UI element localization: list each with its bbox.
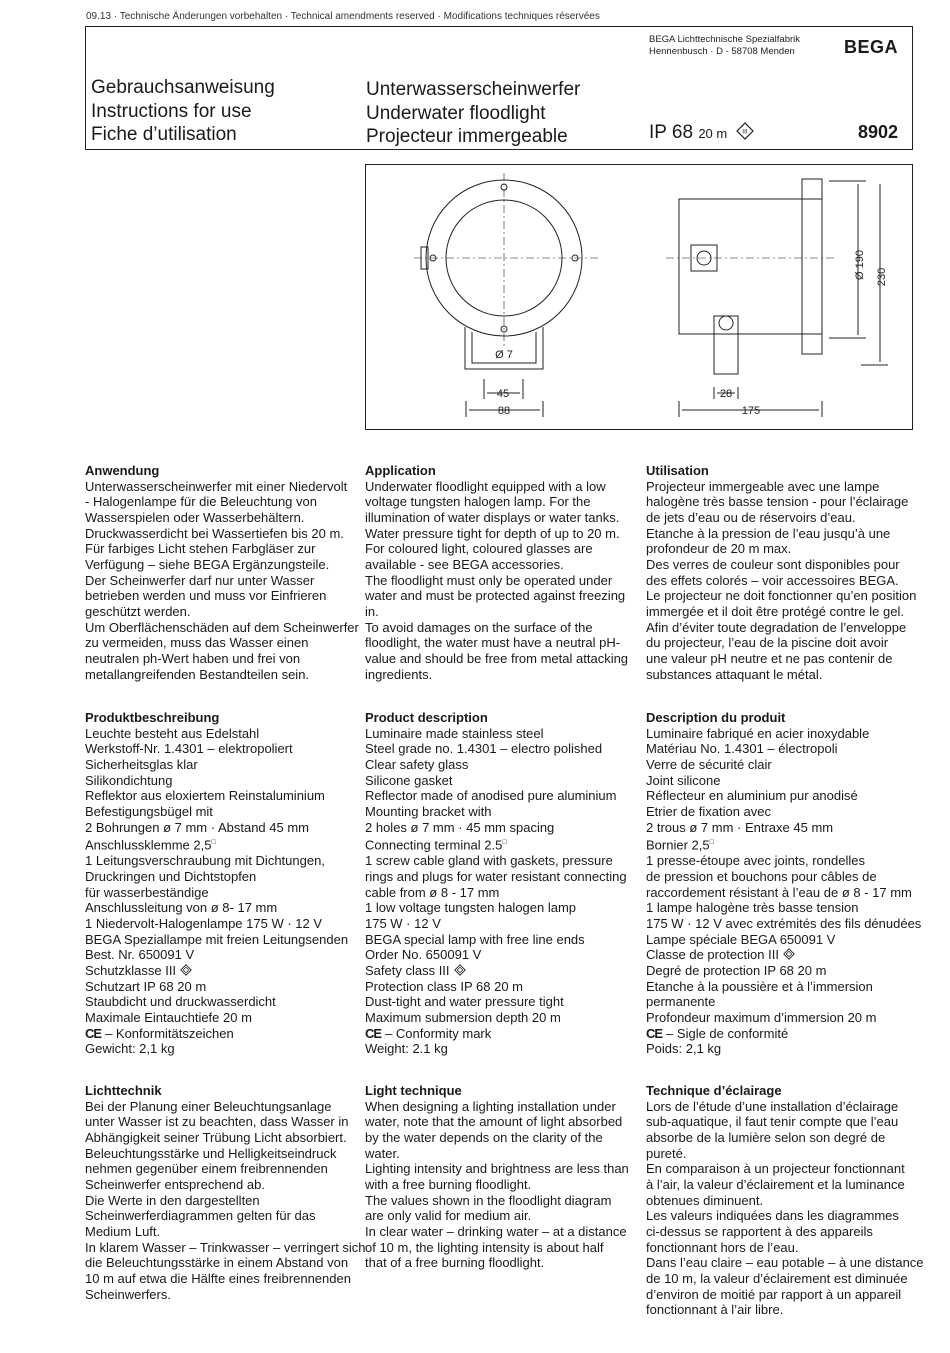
text-line: In clear water – drinking water – at a distance [365,1223,627,1239]
text-line: floodlight, the water must have a neutral pH- [365,635,621,651]
svg-text:III: III [741,128,748,136]
text-line: Réflecteur en aluminium pur anodisé [646,788,858,804]
text-product-en [365,726,645,1057]
heading-description-produit: Description du produit [646,710,786,725]
text-line: 1 presse-étoupe avec joints, rondelles [646,853,865,869]
text-line: Scheinwerfers. [85,1286,171,1302]
text-line: Lors de l’étude d’une installation d’éclairage [646,1098,899,1114]
text-line: Reflektor aus eloxiertem Reinstaluminium [85,788,325,804]
header-box [85,26,913,150]
text-line: Water pressure tight for depth of up to 20 m. [365,525,620,541]
text-line: Beleuchtungsstärke und Helligkeitseindruck [85,1145,337,1161]
text-line: ingredients. [365,666,433,682]
section-produit-fr [646,710,926,1057]
text-light-en [365,1099,645,1271]
text-line: Classe de protection III [646,947,926,963]
text-line: fonctionnant à l’air libre. [646,1302,784,1318]
text-line: 2 Bohrungen ø 7 mm · Abstand 45 mm [85,819,309,835]
text-line: Der Scheinwerfer darf nur unter Wasser [85,572,315,588]
text-line: une valeur pH neutre et ne pas contenir de [646,650,893,666]
mounting-bracket-side [714,316,738,374]
text-line: Underwater floodlight equipped with a low [365,478,606,494]
text-line: Afin d’éviter toute degradation de l’enveloppe [646,619,907,635]
company-address [649,34,800,58]
section-application-en [365,463,645,682]
text-line: Unterwasserscheinwerfer mit einer Niedervolt [85,478,348,494]
section-utilisation-fr [646,463,926,682]
text-line: de 10 m, la valeur d’éclairement est diminuée [646,1270,908,1286]
document-type [91,76,275,147]
text-line: To avoid damages on the surface of the [365,619,593,635]
text-line: Joint silicone [646,772,721,788]
text-line: Weight: 2.1 kg [365,1041,448,1057]
text-line: are only valid for medium air. [365,1208,532,1224]
product-name-fr: Projecteur immergeable [366,126,568,147]
text-line: Anschlussleitung von ø 8- 17 mm [85,900,278,916]
text-line: de pression et bouchons pour câbles de [646,868,877,884]
text-line: halogène très basse tension - pour l’éclairage [646,494,909,510]
text-line: de jets d’eau ou de réservoirs d’eau. [646,510,856,526]
text-line: BEGA Speziallampe mit freien Leitungsenden [85,931,349,947]
dimension-drawing [366,165,914,431]
text-line: 1 Leitungsverschraubung mit Dichtungen, [85,853,325,869]
text-line: profondeur de 20 m max. [646,541,792,557]
safety-class-iii-icon [736,122,754,140]
text-line: raccordement résistant à l’eau de ø 8 - 17 mm [646,884,912,900]
technical-drawing [365,164,913,430]
dim-230-label: 230 [876,267,888,287]
text-line: water. [365,1145,400,1161]
company-location: Hennenbusch · D - 58708 Menden [649,46,795,57]
text-licht-de [85,1099,365,1303]
text-line: with a free burning floodlight. [365,1176,532,1192]
text-eclairage-fr [646,1099,926,1318]
dim-28-label: 28 [719,388,733,400]
text-line: Les valeurs indiquées dans les diagrammes [646,1208,899,1224]
text-line: Des verres de couleur sont disponibles pour [646,556,900,572]
text-line: Maximum submersion depth 20 m [365,1009,561,1025]
text-line: CE – Sigle de conformité [646,1025,789,1041]
text-line: Dans l’eau claire – eau potable – à une distance [646,1255,924,1271]
text-line: Verfügung – siehe BEGA Ergänzungsteile. [85,556,330,572]
revision-note: 09.13 · Technische Änderungen vorbehalten · Technical amendments reserved · Modifications techniques réservées [86,11,600,22]
text-line: Staubdicht und druckwasserdicht [85,994,276,1010]
text-anwendung-de [85,479,365,683]
dim-88-label: 88 [497,405,511,417]
text-line: value and should be free from metal attacking [365,650,629,666]
text-line: Schutzart IP 68 20 m [85,978,207,994]
text-line: 175 W · 12 V avec extrémités des fils dénudées [646,915,922,931]
text-line: In klarem Wasser – Trinkwasser – verringert sich [85,1239,366,1255]
text-application-en [365,479,645,683]
heading-lichttechnik: Lichttechnik [85,1083,162,1098]
text-line: du projecteur, l’eau de la piscine doit avoir [646,635,889,651]
heading-light-technique: Light technique [365,1083,462,1098]
text-line: Maximale Eintauchtiefe 20 m [85,1009,252,1025]
section-product-en [365,710,645,1057]
text-line: Poids: 2,1 kg [646,1041,722,1057]
text-line: Lighting intensity and brightness are less than [365,1161,629,1177]
text-line: Silikondichtung [85,772,173,788]
text-line: Verre de sécurité clair [646,757,772,773]
text-line: of 10 m, the lighting intensity is about half [365,1239,604,1255]
ip-code: IP 68 [649,122,694,143]
brand-logo: BEGA [843,37,898,57]
doc-type-de: Gebrauchsanweisung [91,77,275,98]
text-line: permanente [646,994,716,1010]
text-line: Le projecteur ne doit fonctionner qu’en position [646,588,917,604]
text-line: geschützt werden. [85,603,191,619]
text-line: Protection class IP 68 20 m [365,978,524,994]
text-line: available - see BEGA accessories. [365,556,564,572]
text-line: Degré de protection IP 68 20 m [646,962,827,978]
product-name [366,78,580,149]
text-line: Dust-tight and water pressure tight [365,994,564,1010]
text-line: ci-dessus se rapportent à des appareils [646,1223,873,1239]
text-line: Reflector made of anodised pure aluminium [365,788,617,804]
section-light-en [365,1083,645,1271]
text-line: immergée et il doit être protégé contre le gel. [646,603,904,619]
text-line: Medium Luft. [85,1223,161,1239]
text-utilisation-fr [646,479,926,683]
text-line: The floodlight must only be operated under [365,572,613,588]
text-line: für wasserbeständige [85,884,209,900]
text-line: zu vermeiden, muss das Wasser einen [85,635,309,651]
text-line: Lampe spéciale BEGA 650091 V [646,931,836,947]
dim-175-label: 175 [741,405,761,417]
doc-type-fr: Fiche d’utilisation [91,124,237,145]
ip-depth: 20 m [698,126,728,141]
text-line: cable from ø 8 - 17 mm [365,884,500,900]
company-name: BEGA Lichttechnische Spezialfabrik [649,34,801,45]
text-line: Bei der Planung einer Beleuchtungsanlage [85,1098,332,1114]
text-produkt-de [85,726,365,1057]
text-line: Luminaire fabriqué en acier inoxydable [646,725,870,741]
text-line: Best. Nr. 650091 V [85,947,195,963]
text-line: - Halogenlampe für die Beleuchtung von [85,494,317,510]
text-line: à l’air, la valeur d’éclairement et la luminance [646,1176,905,1192]
text-line: neutralen ph-Wert haben und frei von [85,650,301,666]
heading-utilisation: Utilisation [646,463,709,478]
square-mm-icon: □ [211,839,216,847]
square-mm-icon: □ [709,839,714,847]
text-line: Gewicht: 2,1 kg [85,1041,175,1057]
heading-produktbeschreibung: Produktbeschreibung [85,710,220,725]
text-line: water, note that the amount of light absorbed [365,1114,623,1130]
text-line: 10 m auf etwa die Hälfte eines freibrennenden [85,1270,351,1286]
text-line: Mounting bracket with [365,803,492,819]
text-line: Leuchte besteht aus Edelstahl [85,725,260,741]
square-mm-icon: □ [502,839,507,847]
text-line: rings and plugs for water resistant connecting [365,868,627,884]
product-name-de: Unterwasserscheinwerfer [366,79,581,100]
text-line: Die Werte in den dargestellten [85,1192,260,1208]
text-line: For coloured light, coloured glasses are [365,541,593,557]
text-line: obtenues diminuent. [646,1192,764,1208]
safety-class-iii-icon [783,948,795,960]
text-line: 175 W · 12 V [365,915,441,931]
text-line: When designing a lighting installation under [365,1098,616,1114]
text-line: betrieben werden und muss vor Einfrieren [85,588,327,604]
text-line: En comparaison à un projecteur fonctionnant [646,1161,905,1177]
dim-190-label: Ø 190 [854,250,866,280]
text-line: Profondeur maximum d’immersion 20 m [646,1009,877,1025]
safety-class-iii-icon [454,964,466,976]
section-eclairage-fr [646,1083,926,1318]
text-line: Druckwasserdicht bei Wassertiefen bis 20 m. [85,525,344,541]
text-line: 1 screw cable gland with gaskets, pressure [365,853,613,869]
text-line: Bornier 2,5□ [646,837,714,853]
article-number: 8902 [857,122,898,142]
text-line: d’environ de moitié par rapport à un appareil [646,1286,902,1302]
dim-hole-label: Ø 7 [495,349,513,361]
text-line: Wasserspielen oder Wasserbehältern. [85,510,305,526]
text-line: Für farbiges Licht stehen Farbgläser zur [85,541,316,557]
text-line: die Beleuchtungsstärke in einem Abstand von [85,1255,349,1271]
text-line: Silicone gasket [365,772,453,788]
text-line: that of a free burning floodlight. [365,1255,545,1271]
text-line: CE – Konformitätszeichen [85,1025,234,1041]
text-line: 2 holes ø 7 mm · 45 mm spacing [365,819,555,835]
text-line: Projecteur immergeable avec une lampe [646,478,880,494]
section-licht-de [85,1083,365,1302]
ce-mark-icon: CE [85,1025,102,1041]
text-line: des effets colorés – voir accessoires BEGA. [646,572,899,588]
text-line: 1 lampe halogène très basse tension [646,900,859,916]
text-line: Etanche à la poussière et à l’immersion [646,978,873,994]
heading-anwendung: Anwendung [85,463,160,478]
text-line: BEGA special lamp with free line ends [365,931,585,947]
ce-mark-icon: CE [365,1025,382,1041]
safety-class-iii-icon [180,964,192,976]
text-line: Etanche à la pression de l’eau jusqu’à une [646,525,891,541]
text-line: pureté. [646,1145,687,1161]
heading-product-description: Product description [365,710,488,725]
section-anwendung-de [85,463,365,682]
text-line: Druckringen und Dichtstopfen [85,868,257,884]
text-line: Abhängigkeit seiner Trübung Licht absorbiert. [85,1130,347,1146]
dim-45-label: 45 [496,388,510,400]
text-line: Um Oberflächenschäden auf dem Scheinwerfer [85,619,359,635]
text-line: 1 Niedervolt-Halogenlampe 175 W · 12 V [85,915,323,931]
text-line: Safety class III [365,963,645,979]
heading-application: Application [365,463,436,478]
text-line: voltage tungsten halogen lamp. For the [365,494,591,510]
side-housing-outline [679,199,822,334]
text-line: Luminaire made stainless steel [365,725,544,741]
text-line: Steel grade no. 1.4301 – electro polished [365,741,603,757]
text-line: Connecting terminal 2.5□ [365,837,507,853]
text-line: in. [365,603,379,619]
ce-mark-icon: CE [646,1025,663,1041]
doc-type-en: Instructions for use [91,100,252,122]
text-line: water and must be protected against freezing [365,588,626,604]
text-line: Anschlussklemme 2,5□ [85,837,216,853]
text-line: Clear safety glass [365,757,469,773]
product-name-en: Underwater floodlight [366,102,546,124]
text-line: substances attaquant le métal. [646,666,823,682]
text-line: absorbe de la lumière selon son degré de [646,1130,886,1146]
text-line: Sicherheitsglas klar [85,757,198,773]
text-line: 2 trous ø 7 mm · Entraxe 45 mm [646,819,834,835]
text-line: metallangreifenden Bestandteilen sein. [85,666,310,682]
side-front-ring [802,179,822,354]
text-line: Scheinwerferdiagrammen gelten für das [85,1208,316,1224]
text-line: Etrier de fixation avec [646,803,772,819]
text-line: illumination of water displays or water tanks. [365,510,620,526]
text-line: Befestigungsbügel mit [85,803,213,819]
text-line: fonctionnant hors de l’eau. [646,1239,799,1255]
heading-technique-eclairage: Technique d’éclairage [646,1083,782,1098]
text-line: nehmen gegenüber einem freibrennenden [85,1161,328,1177]
ip-rating [649,122,754,144]
text-produit-fr [646,726,926,1057]
text-line: Order No. 650091 V [365,947,482,963]
text-line: 1 low voltage tungsten halogen lamp [365,900,577,916]
text-line: Scheinwerfer entsprechend ab. [85,1176,265,1192]
text-line: sub-aquatique, il faut tenir compte que l’eau [646,1114,899,1130]
text-line: Matériau No. 1.4301 – électropoli [646,741,838,757]
text-line: by the water depends on the clarity of the [365,1130,603,1146]
text-line: Schutzklasse III [85,963,365,979]
text-line: Werkstoff-Nr. 1.4301 – elektropoliert [85,741,293,757]
text-line: unter Wasser ist zu beachten, dass Wasser in [85,1114,349,1130]
section-produkt-de [85,710,365,1057]
text-line: CE – Conformity mark [365,1025,492,1041]
text-line: The values shown in the floodlight diagram [365,1192,612,1208]
